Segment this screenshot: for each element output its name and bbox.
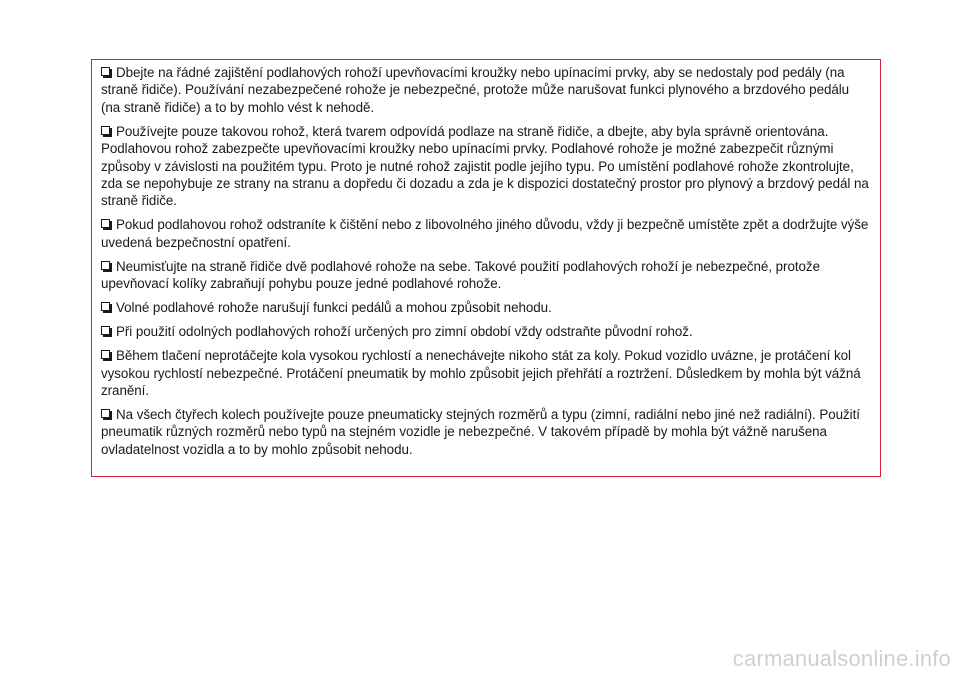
warning-paragraph-1 — [101, 64, 871, 116]
warning-paragraph-5 — [101, 299, 871, 316]
checkbox-square-icon — [101, 219, 112, 230]
paragraph-text: Během tlačení neprotáčejte kola vysokou rychlostí a nenechávejte nikoho stát za koly. Pokud vozidlo uvázne, je protáčení kol vysokou rychlostí nebezpečné. Protáčení pneumatik by mohlo způsobit jejich přehřátí a roztržení. Důsledkem by mohla být vážná zranění. — [101, 348, 861, 399]
paragraph-text: Na všech čtyřech kolech používejte pouze pneumaticky stejných rozměrů a typu (zimní, radiální nebo jiné než radiální). Použití pneumatik různých rozměrů nebo typů na stejném vozidle je nebezpečné. V takovém případě by mohla být vážně narušena ovladatelnost vozidla a to by mohlo způsobit nehodu. — [101, 407, 860, 457]
warning-paragraph-7 — [101, 347, 871, 399]
checkbox-square-icon — [101, 302, 112, 313]
checkbox-square-icon — [101, 67, 112, 78]
warning-paragraph-2 — [101, 123, 871, 210]
warning-paragraph-4 — [101, 258, 871, 293]
checkbox-square-icon — [101, 350, 112, 361]
warning-paragraph-3 — [101, 216, 871, 251]
paragraph-text: Pokud podlahovou rohož odstraníte k čištění nebo z libovolného jiného důvodu, vždy ji bezpečně umístěte zpět a dodržujte výše uvedená bezpečnostní opatření. — [101, 217, 869, 250]
checkbox-square-icon — [101, 126, 112, 137]
paragraph-text: Používejte pouze takovou rohož, která tvarem odpovídá podlaze na straně řidiče, a dbejte, aby byla správně orientována. Podlahovou rohož zabezpečte upevňovacími kroužky nebo upínacími prvky. Podlahové rohože je možné zabezpečit různými způsoby v závislosti na použitém typu. Proto je nutné rohož zajistit podle jejího typu. Po umístění podlahové rohože zkontrolujte, zda se nepohybuje ze strany na stranu a dopředu či dozadu a zda je k dispozici dostatečný prostor pro plynový a brzdový pedál na straně řidiče. — [101, 123, 869, 209]
checkbox-square-icon — [101, 261, 112, 272]
warning-paragraph-6 — [101, 323, 871, 340]
paragraph-text: Volné podlahové rohože narušují funkci pedálů a mohou způsobit nehodu. — [116, 300, 552, 316]
paragraph-text: Dbejte na řádné zajištění podlahových rohoží upevňovacími kroužky nebo upínacími prvky, aby se nedostaly pod pedály (na straně řidiče). Používání nezabezpečené rohože je nebezpečné, protože může narušovat funkci plynového a brzdového pedálu (na straně řidiče) a to by mohlo vést k nehodě. — [101, 65, 850, 115]
checkbox-square-icon — [101, 326, 112, 337]
warning-box — [91, 59, 881, 477]
paragraph-text: Při použití odolných podlahových rohoží určených pro zimní období vždy odstraňte původní rohož. — [116, 324, 693, 340]
watermark-text: carmanualsonline.info — [732, 646, 951, 671]
warning-paragraph-8 — [101, 406, 871, 458]
paragraph-text: Neumisťujte na straně řidiče dvě podlahové rohože na sebe. Takové použití podlahových rohoží je nebezpečné, protože upevňovací kolíky zabraňují pohybu pouze jedné podlahové rohože. — [101, 258, 820, 292]
checkbox-square-icon — [101, 409, 112, 420]
